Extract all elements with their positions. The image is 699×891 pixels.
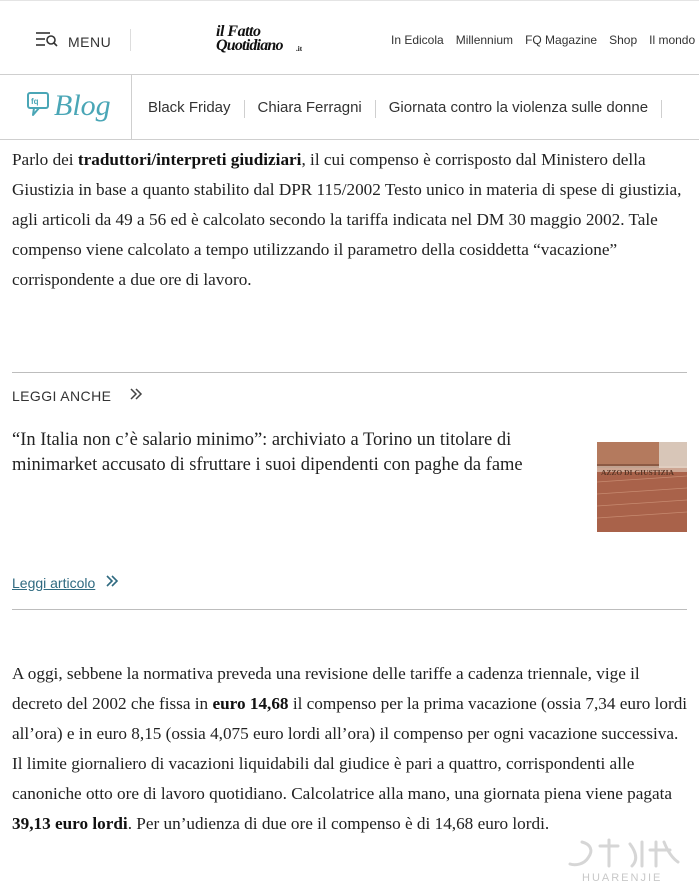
logo-line1: il Fatto — [216, 23, 261, 40]
p2-bold-daily-fee: 39,13 euro lordi — [12, 814, 128, 833]
site-logo[interactable] — [216, 23, 308, 59]
related-article-title[interactable]: “In Italia non c’è salario minimo”: archiviato a Torino un titolare di minimarket accusato di sfruttare i suoi dipendenti con paghe da fame — [12, 430, 523, 475]
blog-nav-divider — [131, 75, 132, 140]
related-article-thumbnail[interactable] — [597, 442, 687, 532]
double-chevron-right-icon — [105, 574, 119, 591]
header-link-millennium[interactable]: Millennium — [455, 33, 514, 47]
leggi-articolo-label: Leggi articolo — [12, 574, 96, 591]
topic-separator — [375, 100, 376, 118]
watermark-text: HUARENJIE — [582, 872, 663, 884]
svg-text:fq: fq — [31, 97, 39, 106]
watermark-logo — [560, 836, 695, 886]
topic-separator — [661, 100, 662, 118]
topic-link-black-friday[interactable]: Black Friday — [148, 99, 231, 116]
topic-separator — [244, 100, 245, 118]
blog-logo-text: Blog — [54, 88, 111, 122]
topic-link-violenza-donne[interactable]: Giornata contro la violenza sulle donne — [388, 99, 649, 116]
header-link-shop[interactable]: Shop — [609, 33, 638, 47]
menu-label: MENU — [68, 33, 112, 50]
header-links — [391, 33, 699, 47]
site-header — [0, 0, 699, 74]
related-bottom-divider — [12, 609, 687, 610]
leggi-anche-header — [12, 387, 143, 404]
article-paragraph-2 — [12, 659, 690, 839]
p1-bold-translators: traduttori/interpreti giudiziari — [77, 150, 302, 169]
p1-text-start: Parlo dei — [12, 150, 78, 169]
header-link-in-edicola[interactable]: In Edicola — [391, 33, 444, 47]
header-divider — [130, 29, 131, 51]
logo-suffix: .it — [296, 45, 303, 53]
p1-text-end: , il cui compenso è corrisposto dal Ministero della Giustizia in base a quanto stabilito dal DPR 115/2002 Testo unico in materia di spese di giustizia, agli articoli da 49 a 56 ed è calcolato secondo la tariffa indicata nel DM 30 maggio 2002. Tale compenso viene calcolato a tempo utilizzando il parametro della cosiddetta “vacazione” corrispondente a due ore di lavoro. — [12, 150, 682, 289]
double-chevron-right-icon — [129, 387, 143, 404]
menu-button[interactable] — [36, 31, 111, 52]
thumbnail-inscription: AZZO DI GIUSTIZIA — [601, 468, 674, 477]
blog-logo[interactable] — [26, 89, 111, 122]
article-paragraph-1 — [12, 145, 690, 295]
leggi-articolo-link[interactable] — [12, 574, 119, 591]
blog-topic-links — [148, 99, 675, 118]
blog-nav — [0, 74, 699, 140]
header-link-fq-magazine[interactable]: FQ Magazine — [525, 33, 598, 47]
leggi-anche-label: LEGGI ANCHE — [12, 387, 112, 404]
p2-text-3: . Per un’udienza di due ore il compenso è di 14,68 euro lordi. — [127, 814, 550, 833]
menu-search-icon — [36, 31, 58, 52]
related-top-divider — [12, 372, 687, 373]
topic-link-chiara-ferragni[interactable]: Chiara Ferragni — [257, 99, 362, 116]
p2-text-1: A oggi, sebbene la normativa preveda una revisione delle tariffe a cadenza triennale, vige il decreto del 2002 che fissa in — [12, 664, 640, 713]
logo-line2: Quotidiano — [216, 37, 283, 54]
p2-text-2: il compenso per la prima vacazione (ossia 7,34 euro lordi all’ora) e in euro 8,15 (ossia 4,075 euro lordi all’ora) il compenso per ogni vacazione successiva. Il limite giornaliero di vacazioni liquidabili dal giudice è pari a quattro, corrispondenti alle canoniche otto ore di lavoro quotidiano. Calcolatrice alla mano, una giornata piena viene pagata — [12, 694, 688, 803]
blog-speech-bubble-icon — [26, 89, 52, 122]
p2-bold-first-fee: euro 14,68 — [212, 694, 289, 713]
header-link-il-mondo[interactable]: Il mondo — [649, 33, 696, 47]
